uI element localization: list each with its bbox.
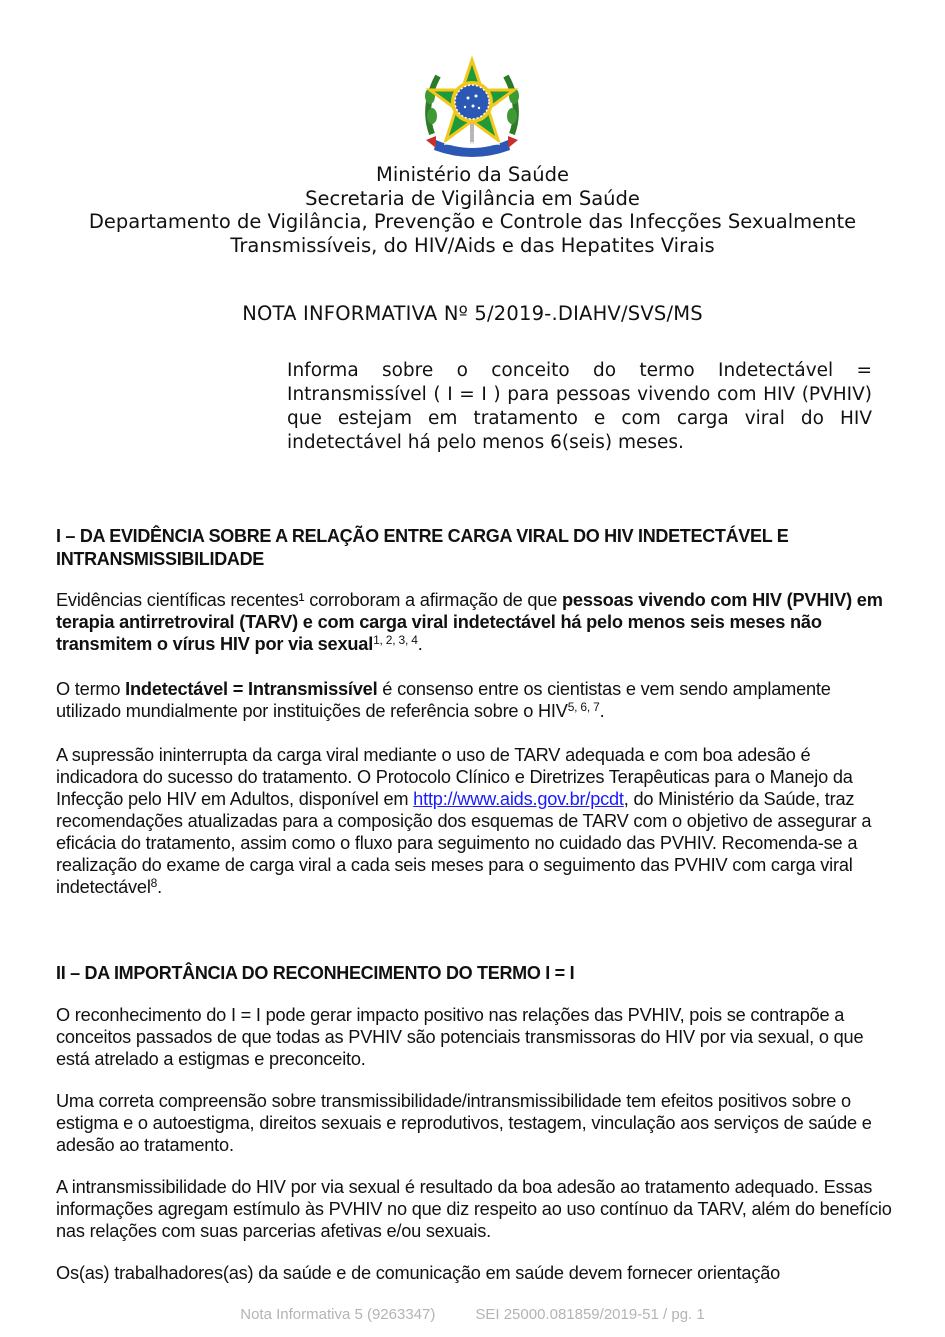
paragraph-bold-text: pessoas vivendo com HIV (PVHIV) em terapia antirretroviral (TARV) e com carga viral indetectável há pelo menos seis meses não transmitem o vírus HIV por via sexual xyxy=(56,590,883,654)
paragraph-text: é consenso entre os cientistas e vem sendo amplamente utilizado mundialmente por instituições de referência sobre o HIV xyxy=(56,679,831,721)
paragraph-text: O termo xyxy=(56,679,126,699)
section-1-paragraph-1 xyxy=(56,589,896,655)
paragraph-end: . xyxy=(157,877,163,897)
footnote-refs: 1, 2, 3, 4 xyxy=(373,633,418,647)
footnote-refs: 8 xyxy=(150,876,158,890)
section-1-title-line1: I – DA EVIDÊNCIA SOBRE A RELAÇÃO ENTRE CARGA VIRAL DO HIV INDETECTÁVEL E xyxy=(56,526,789,546)
section-2-paragraph-1: O reconhecimento do I = I pode gerar impacto positivo nas relações das PVHIV, pois se contrapõe a conceitos passados de que todas as PVHIV são potenciais transmissoras do HIV por via sexual, o que está atrelado a estigmas e preconceito. xyxy=(56,1005,864,1069)
footer-doc-ref: Nota Informativa 5 (9263347) xyxy=(240,1306,436,1323)
secretariat-name: Secretaria de Vigilância em Saúde xyxy=(305,187,640,210)
paragraph-text: , do Ministério da Saúde, traz recomendações atualizadas para a composição dos esquemas de TARV com o objetivo de assegurar a eficácia do tratamento, assim como o fluxo para seguimento no cuidado das PVHIV. Recomenda-se a realização do exame de carga viral a cada seis meses para o seguimento das PVHIV com carga viral indetectável xyxy=(56,789,872,897)
section-1-title-line2: INTRANSMISSIBILIDADE xyxy=(56,549,265,569)
section-2-paragraph-3: A intransmissibilidade do HIV por via sexual é resultado da boa adesão ao tratamento adequado. Essas informações agregam estímulo às PVHIV no que diz respeito ao uso contínuo da TARV, além do benefício nas relações com suas parcerias afetivas e/ou sexuais. xyxy=(56,1177,892,1241)
paragraph-text: Evidências científicas recentes¹ corroboram a afirmação de que xyxy=(56,590,562,610)
department-name-line1: Departamento de Vigilância, Prevenção e Controle das Infecções Sexualmente xyxy=(88,210,857,233)
paragraph-end: . xyxy=(417,634,423,654)
footer-sei-ref: SEI 25000.081859/2019-51 / pg. 1 xyxy=(475,1306,705,1323)
footnote-refs: 5, 6, 7 xyxy=(567,700,600,714)
pcdt-link[interactable]: http://www.aids.gov.br/pcdt xyxy=(413,789,624,809)
paragraph-end: . xyxy=(599,701,605,721)
section-2-paragraph-2: Uma correta compreensão sobre transmissibilidade/intransmissibilidade tem efeitos positivos sobre o estigma e o autoestigma, direitos sexuais e reprodutivos, testagem, vinculação aos serviços de saúde e adesão ao tratamento. xyxy=(56,1091,872,1155)
section-2-paragraph-4: Os(as) trabalhadores(as) da saúde e de comunicação em saúde devem fornecer orientação xyxy=(56,1263,781,1283)
section-2-title: II – DA IMPORTÂNCIA DO RECONHECIMENTO DO TERMO I = I xyxy=(56,963,575,983)
ementa-summary: Informa sobre o conceito do termo Indetectável = Intransmissível ( I = I ) para pessoas vivendo com HIV (PVHIV) que estejam em tratamento e com carga viral do HIV indetectável há pelo menos 6(seis) meses. xyxy=(287,360,872,453)
paragraph-bold-text: Indetectável = Intransmissível xyxy=(125,679,378,699)
page-footer xyxy=(0,1306,945,1323)
section-1-title xyxy=(56,525,896,571)
ministry-name: Ministério da Saúde xyxy=(376,163,569,186)
paragraph-text: A supressão ininterrupta da carga viral mediante o uso de TARV adequada e com boa adesão é indicadora do sucesso do tratamento. O Protocolo Clínico e Diretrizes Terapêuticas para o Manejo da Infecção pelo HIV em Adultos, disponível em xyxy=(56,745,853,809)
section-1-paragraph-2 xyxy=(56,678,896,722)
note-title: NOTA INFORMATIVA Nº 5/2019-.DIAHV/SVS/MS xyxy=(242,302,703,325)
section-1-paragraph-3 xyxy=(56,744,896,898)
department-name-line2: Transmissíveis, do HIV/Aids e das Hepatites Virais xyxy=(230,234,715,257)
brazil-coat-of-arms-icon xyxy=(418,56,526,160)
